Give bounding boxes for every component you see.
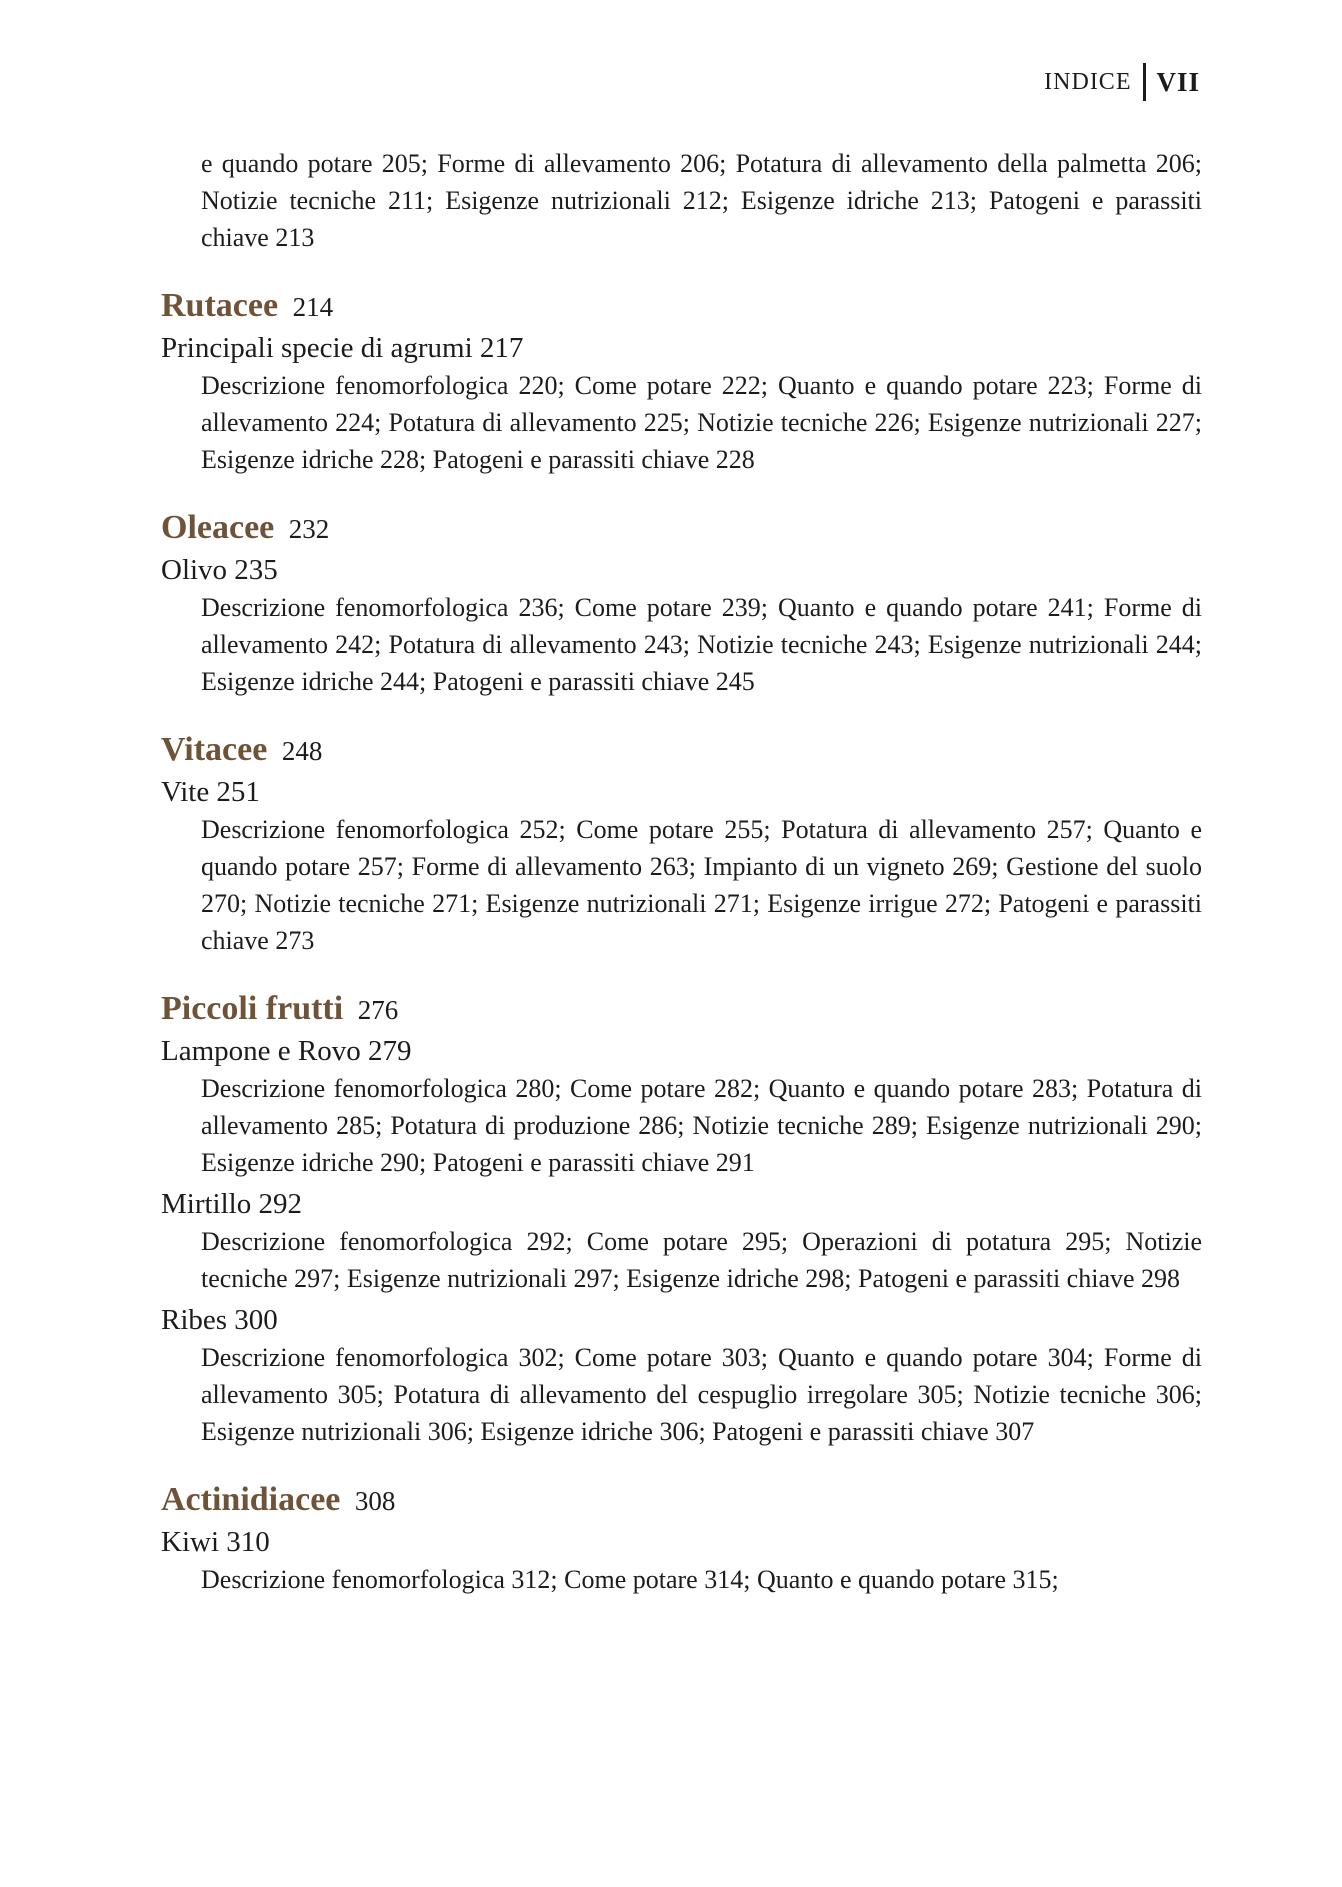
family-page: 308 (354, 1486, 396, 1516)
species-heading: Vite 251 (161, 776, 260, 808)
index-body (161, 145, 1202, 1598)
species-entries: Descrizione fenomorfologica 302; Come potare 303; Quanto e quando potare 304; Forme di allevamento 305; Potatura di allevamento del cespuglio irregolare 305; Notizie tecniche 306; Esigenze nutrizionali 306; Esigenze idriche 306; Patogeni e parassiti chiave 307 (201, 1343, 1202, 1446)
family-heading-piccoli-frutti (161, 987, 1202, 1032)
page-number: VII (1156, 66, 1200, 97)
species-entries: Descrizione fenomorfologica 252; Come potare 255; Potatura di allevamento 257; Quanto e quando potare 257; Forme di allevamento 263; Impianto di un vigneto 269; Gestione del suolo 270; Notizie tecniche 271; Esigenze nutrizionali 271; Esigenze irrigue 272; Patogeni e parassiti chiave 273 (201, 815, 1202, 955)
family-page: 232 (288, 514, 330, 544)
species-heading: Principali specie di agrumi 217 (161, 332, 524, 364)
species-heading: Olivo 235 (161, 554, 278, 586)
species-heading: Ribes 300 (161, 1304, 278, 1336)
running-head (1044, 60, 1200, 104)
family-page: 248 (281, 736, 323, 766)
family-name: Rutacee (161, 287, 279, 324)
family-name: Actinidiacee (161, 1481, 341, 1518)
family-page: 276 (357, 995, 399, 1025)
species-entries: Descrizione fenomorfologica 312; Come potare 314; Quanto e quando potare 315; (201, 1565, 1059, 1594)
family-page: 214 (292, 292, 334, 322)
species-entries: Descrizione fenomorfologica 220; Come potare 222; Quanto e quando potare 223; Forme di allevamento 224; Potatura di allevamento 225; Notizie tecniche 226; Esigenze nutrizionali 227; Esigenze idriche 228; Patogeni e parassiti chiave 228 (201, 371, 1202, 474)
species-heading: Lampone e Rovo 279 (161, 1035, 412, 1067)
family-name: Piccoli frutti (161, 990, 344, 1027)
family-name: Oleacee (161, 509, 275, 546)
family-name: Vitacee (161, 731, 268, 768)
continuation-entries: e quando potare 205; Forme di allevamento 206; Potatura di allevamento della palmetta 206; Notizie tecniche 211; Esigenze nutrizionali 212; Esigenze idriche 213; Patogeni e parassiti chiave 213 (201, 149, 1202, 252)
running-head-section: INDICE (1044, 68, 1132, 95)
species-heading: Mirtillo 292 (161, 1188, 302, 1220)
species-entries: Descrizione fenomorfologica 236; Come potare 239; Quanto e quando potare 241; Forme di allevamento 242; Potatura di allevamento 243; Notizie tecniche 243; Esigenze nutrizionali 244; Esigenze idriche 244; Patogeni e parassiti chiave 245 (201, 593, 1202, 696)
species-entries: Descrizione fenomorfologica 292; Come potare 295; Operazioni di potatura 295; Notizie tecniche 297; Esigenze nutrizionali 297; Esigenze idriche 298; Patogeni e parassiti chiave 298 (201, 1227, 1202, 1293)
species-entries: Descrizione fenomorfologica 280; Come potare 282; Quanto e quando potare 283; Potatura di allevamento 285; Potatura di produzione 286; Notizie tecniche 289; Esigenze nutrizionali 290; Esigenze idriche 290; Patogeni e parassiti chiave 291 (201, 1074, 1202, 1177)
family-heading-actinidiacee (161, 1478, 1202, 1523)
family-heading-oleacee (161, 506, 1202, 551)
family-heading-rutacee (161, 284, 1202, 329)
species-heading: Kiwi 310 (161, 1526, 270, 1558)
family-heading-vitacee (161, 728, 1202, 773)
